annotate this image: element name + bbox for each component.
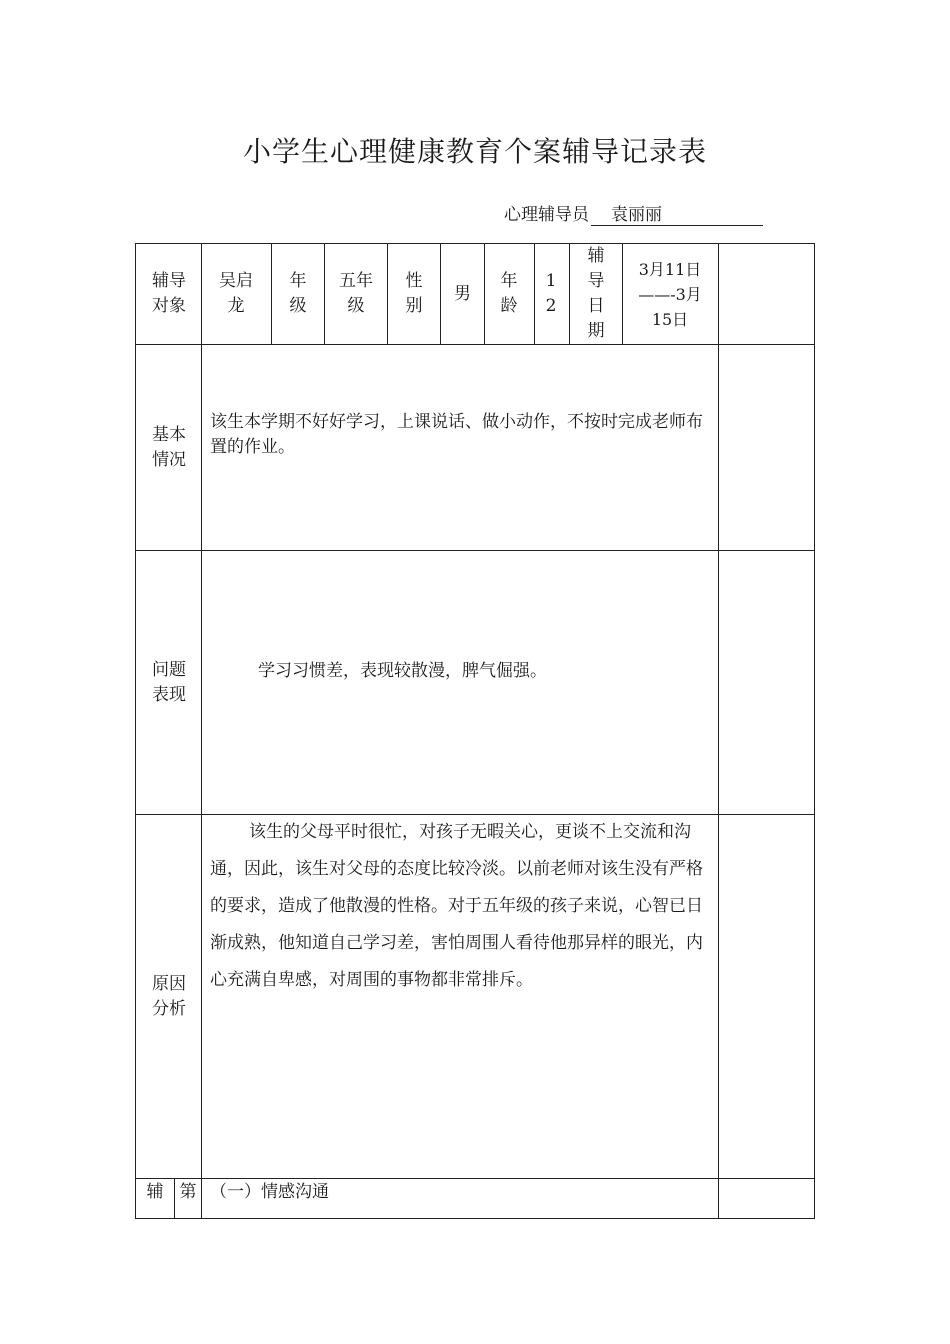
table-col-divider <box>324 243 325 344</box>
table-col-divider <box>387 243 388 344</box>
problem-label: 问题表现 <box>152 659 186 705</box>
process-text: （一）情感沟通 <box>210 1182 329 1202</box>
cause-label: 原因分析 <box>152 973 186 1019</box>
table-col-divider <box>569 243 570 344</box>
age-label: 年龄 <box>500 271 518 316</box>
grade-value: 五年级 <box>339 271 373 316</box>
table-col-divider <box>484 243 485 344</box>
basic-label: 基本情况 <box>152 424 186 470</box>
table-row-divider <box>135 1178 815 1179</box>
subject-name: 吴启龙 <box>219 271 253 316</box>
table-border-bottom <box>135 1218 815 1219</box>
table-col-divider <box>718 243 719 1219</box>
age-value: 12 <box>545 271 557 316</box>
gender-value: 男 <box>454 283 471 304</box>
document-title: 小学生心理健康教育个案辅导记录表 <box>242 135 707 168</box>
table-col-divider <box>271 243 272 344</box>
date-value: 3月11日——-3月 15日 <box>638 259 702 329</box>
basic-text: 该生本学期不好好学习，上课说话、做小动作，不按时完成老师布置的作业。 <box>210 412 703 457</box>
cause-text: 该生的父母平时很忙，对孩子无暇关心，更谈不上交流和沟通，因此，该生对父母的态度比较冷淡。以前老师对该生没有严格的要求，造成了他散漫的性格。对于五年级的孩子来说，心智已日渐成熟，他知道自己学习差，害怕周围人看待他那异样的眼光，内心充满自卑感，对周围的事物都非常排斥。 <box>210 822 703 990</box>
table-border-left <box>135 243 136 1219</box>
table-col-divider <box>534 243 535 344</box>
counselor-name: 袁丽丽 <box>591 200 763 226</box>
table-col-divider <box>622 243 623 344</box>
table-row-divider <box>135 344 815 345</box>
process-label-1: 辅 <box>146 1181 164 1202</box>
gender-label: 性别 <box>405 271 423 316</box>
subject-label: 辅导对象 <box>152 271 186 316</box>
table-col-divider <box>201 243 202 1219</box>
table-row-divider <box>135 550 815 551</box>
problem-text: 学习习惯差，表现较散漫，脾气倔强。 <box>258 661 547 681</box>
grade-label: 年级 <box>289 271 307 316</box>
counselor-label: 心理辅导员 <box>504 205 589 225</box>
date-label: 辅导日期 <box>587 246 605 341</box>
table-border-right <box>814 243 815 1219</box>
process-label-2: 第 <box>179 1181 197 1202</box>
